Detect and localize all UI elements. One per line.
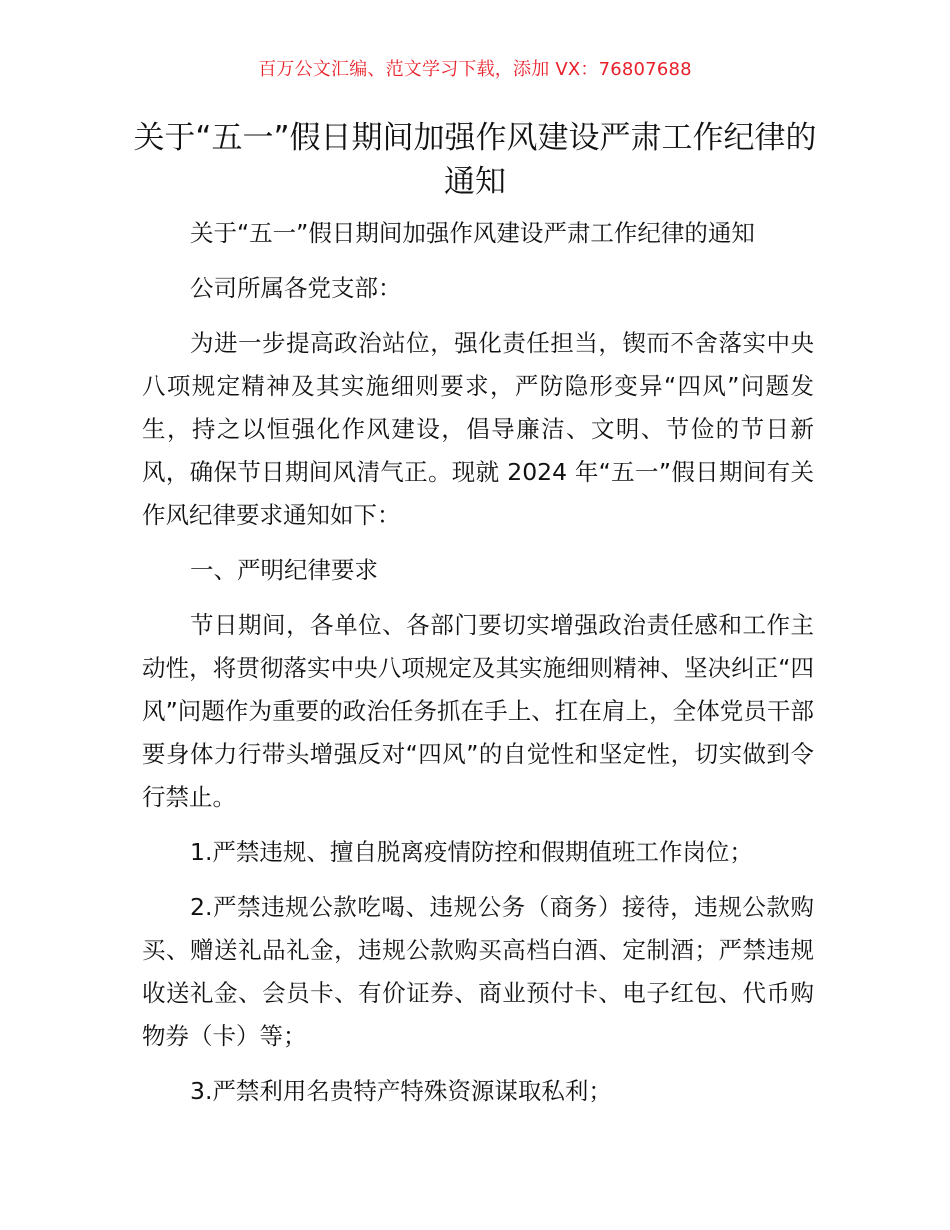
list-item: 3.严禁利用名贵特产特殊资源谋取私利；	[190, 1077, 612, 1105]
body-paragraph: 为进一步提高政治站位，强化责任担当，锲而不舍落实中央八项规定精神及其实施细则要求，严防隐形变异“四风”问题发生，持之以恒强化作风建设，倡导廉洁、文明、节俭的节日新风，确保节日期间风清气正。现就 2024 年“五一”假日期间有关作风纪律要求通知如下：	[142, 329, 814, 529]
list-item: 1.严禁违规、擅自脱离疫情防控和假期值班工作岗位；	[190, 838, 753, 866]
document-body	[142, 212, 814, 1125]
header-watermark-text: 百万公文汇编、范文学习下载，添加 VX：76807688	[258, 59, 692, 80]
document-title: 关于“五一”假日期间加强作风建设严肃工作纪律的通知	[133, 120, 817, 200]
body-paragraph: 节日期间，各单位、各部门要切实增强政治责任感和工作主动性，将贯彻落实中央八项规定及其实施细则精神、坚决纠正“四风”问题作为重要的政治任务抓在手上、扛在肩上，全体党员干部要身体力行带头增强反对“四风”的自觉性和坚定性，切实做到令行禁止。	[142, 611, 814, 811]
section-heading: 一、严明纪律要求	[190, 556, 378, 584]
body-paragraph: 关于“五一”假日期间加强作风建设严肃工作纪律的通知	[190, 219, 755, 247]
list-item: 2.严禁违规公款吃喝、违规公务（商务）接待，违规公款购买、赠送礼品礼金，违规公款购买高档白酒、定制酒；严禁违规收送礼金、会员卡、有价证券、商业预付卡、电子红包、代币购物券（卡）等；	[142, 893, 814, 1050]
body-paragraph: 公司所属各党支部：	[190, 274, 402, 302]
